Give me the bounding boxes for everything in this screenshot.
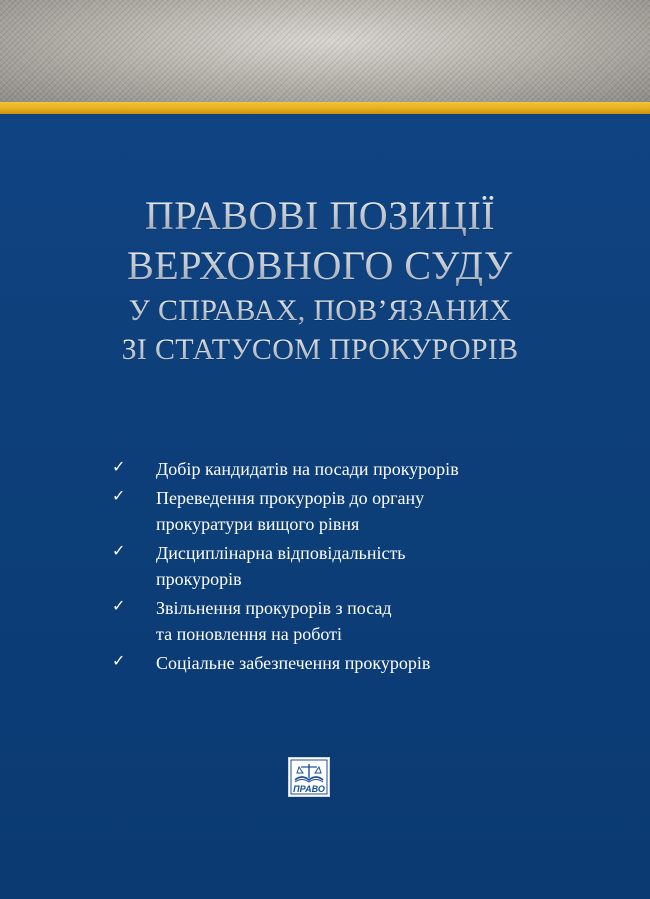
check-icon: ✓: [112, 596, 126, 615]
check-icon: ✓: [112, 651, 126, 670]
topic-line: Звільнення прокурорів з посад: [156, 598, 392, 618]
topic-line: Соціальне забезпечення прокурорів: [156, 653, 431, 673]
title-line-4: ЗІ СТАТУСОМ ПРОКУРОРІВ: [60, 335, 580, 365]
topic-line: та поновлення на роботі: [156, 624, 343, 644]
title-line-3: У СПРАВАХ, ПОВ’ЯЗАНИХ: [60, 296, 580, 326]
topic-item-selection: [112, 456, 552, 482]
topic-line: Добір кандидатів на посади прокурорів: [156, 459, 459, 479]
cover-title: [60, 193, 580, 374]
topic-line: Дисциплінарна відповідальність: [156, 543, 406, 563]
publisher-logo: [288, 757, 330, 797]
check-icon: ✓: [112, 457, 126, 476]
topics-list: [112, 456, 552, 679]
title-line-2: ВЕРХОВНОГО СУДУ: [60, 246, 580, 286]
title-line-1: ПРАВОВІ ПОЗИЦІЇ: [60, 196, 580, 236]
topic-item-social-security: [112, 650, 552, 676]
topic-item-transfer: [112, 485, 552, 537]
gold-stripe: [0, 102, 650, 114]
topic-line: прокуратури вищого рівня: [156, 514, 360, 534]
check-icon: ✓: [112, 486, 126, 505]
topic-item-dismissal: [112, 595, 552, 647]
topic-item-discipline: [112, 540, 552, 592]
metal-texture-band: [0, 0, 650, 102]
topic-line: Переведення прокурорів до органу: [156, 488, 425, 508]
logo-text: ПРАВО: [293, 784, 325, 794]
topic-line: прокурорів: [156, 569, 242, 589]
check-icon: ✓: [112, 541, 126, 560]
